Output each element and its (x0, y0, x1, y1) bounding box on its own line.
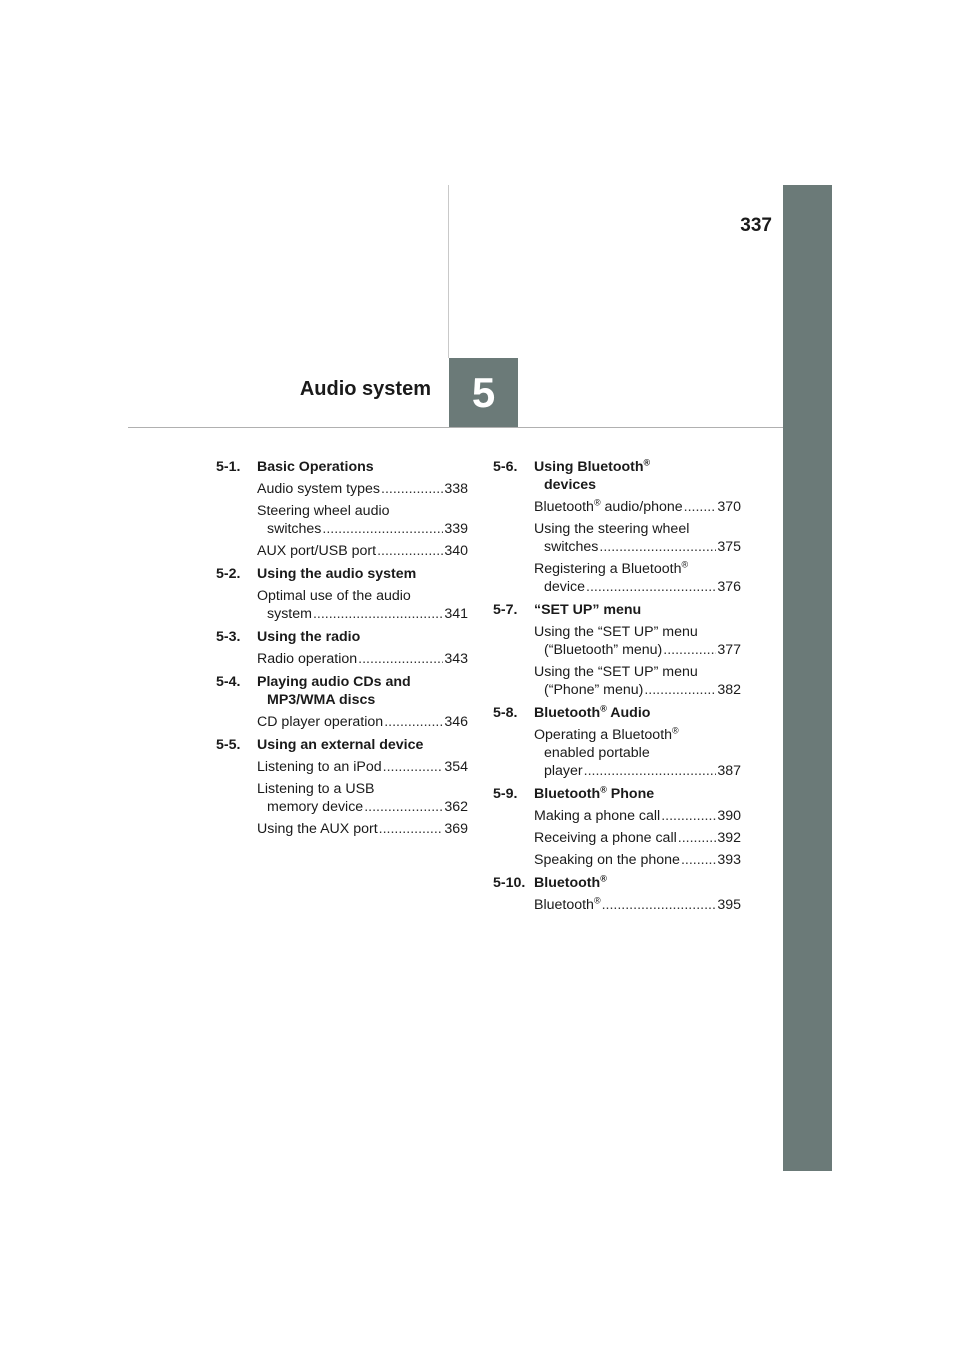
leader-dots (377, 542, 443, 560)
entry-title: Radio operation (257, 651, 358, 667)
section-number: 5-6. (493, 459, 518, 475)
page-ref: 341 (444, 606, 468, 622)
entry-title-continued: device (544, 579, 586, 595)
leader-dots (586, 578, 716, 596)
page-ref: 369 (444, 821, 468, 837)
registered-mark: ® (600, 873, 607, 884)
chapter-number-box (449, 358, 518, 427)
toc-entry[interactable] (493, 560, 741, 596)
leader-dots (384, 713, 443, 731)
toc-entry[interactable] (216, 587, 468, 623)
toc-entry[interactable] (493, 896, 741, 914)
entry-title-continued: enabled portable (544, 745, 650, 761)
section-title-rest: Phone (606, 786, 655, 802)
page-ref: 375 (717, 539, 741, 555)
entry-title: Using the AUX port (257, 821, 378, 837)
page-ref: 370 (717, 499, 741, 515)
section-title: “SET UP” menu (534, 602, 642, 618)
header-rule (128, 427, 783, 428)
entry-title: Operating a Bluetooth (534, 727, 673, 743)
leader-dots (678, 829, 717, 847)
leader-dots (602, 896, 717, 914)
section-number: 5-7. (493, 602, 518, 618)
entry-title-continued: switches (267, 521, 322, 537)
toc-entry[interactable] (493, 623, 741, 659)
leader-dots (661, 807, 716, 825)
page-ref: 376 (717, 579, 741, 595)
leader-dots (383, 758, 444, 776)
page-ref: 395 (717, 897, 741, 913)
page-ref: 346 (444, 714, 468, 730)
entry-title: Listening to a USB (257, 781, 375, 797)
leader-dots (379, 820, 444, 838)
page-ref: 362 (444, 799, 468, 815)
entry-title: Using the “SET UP” menu (534, 664, 698, 680)
section-number: 5-4. (216, 674, 241, 690)
toc-section-heading[interactable] (216, 458, 468, 476)
section-title: Bluetooth (534, 875, 601, 891)
leader-dots (684, 498, 717, 516)
chapter-title: Audio system (299, 378, 431, 400)
leader-dots (364, 798, 443, 816)
page-ref: 343 (444, 651, 468, 667)
toc-section-heading[interactable] (216, 565, 468, 583)
toc-section-heading[interactable] (493, 601, 741, 619)
toc-entry[interactable] (216, 713, 468, 731)
toc-entry[interactable] (493, 498, 741, 516)
toc-section-heading[interactable] (493, 458, 741, 494)
entry-title: AUX port/USB port (257, 543, 377, 559)
page-ref: 387 (717, 763, 741, 779)
toc-section-heading[interactable] (493, 785, 741, 803)
leader-dots (663, 641, 716, 659)
entry-title: Receiving a phone call (534, 830, 677, 846)
page-ref: 392 (717, 830, 741, 846)
toc-entry[interactable] (493, 851, 741, 869)
toc-section-heading[interactable] (493, 704, 741, 722)
entry-title: Steering wheel audio (257, 503, 390, 519)
section-title: Playing audio CDs and (257, 674, 411, 690)
entry-title: Bluetooth (534, 897, 594, 913)
section-title: Using Bluetooth (534, 459, 644, 475)
toc-right-column (493, 458, 741, 914)
toc-entry[interactable] (493, 663, 741, 699)
leader-dots (644, 681, 716, 699)
entry-title: Speaking on the phone (534, 852, 680, 868)
page-ref: 393 (717, 852, 741, 868)
section-number: 5-10. (493, 875, 526, 891)
entry-title-continued: switches (544, 539, 599, 555)
toc-entry[interactable] (216, 502, 468, 538)
toc-section-heading[interactable] (216, 736, 468, 754)
toc-section-heading[interactable] (216, 628, 468, 646)
leader-dots (599, 538, 716, 556)
registered-mark: ® (643, 457, 651, 468)
section-number: 5-9. (493, 786, 518, 802)
section-number: 5-5. (216, 737, 241, 753)
section-title: Bluetooth (534, 705, 601, 721)
entry-title: Audio system types (257, 481, 381, 497)
entry-title: Registering a Bluetooth (534, 561, 682, 577)
toc-entry[interactable] (493, 726, 741, 780)
entry-title-rest: audio/phone (600, 499, 683, 515)
toc-entry[interactable] (493, 829, 741, 847)
entry-title: CD player operation (257, 714, 384, 730)
leader-dots (322, 520, 443, 538)
toc-section-heading[interactable] (493, 874, 741, 892)
page-ref: 377 (717, 642, 741, 658)
entry-title-continued: system (267, 606, 312, 622)
leader-dots (681, 851, 716, 869)
section-title: Bluetooth (534, 786, 601, 802)
registered-mark: ® (681, 559, 689, 570)
section-title: Using an external device (257, 737, 424, 753)
registered-mark: ® (600, 703, 607, 714)
page-ref: 339 (444, 521, 468, 537)
section-title: Using the radio (257, 629, 361, 645)
section-title-rest: Audio (606, 705, 651, 721)
registered-mark: ® (672, 725, 679, 736)
toc-entry[interactable] (216, 820, 468, 838)
registered-mark: ® (593, 895, 601, 906)
section-title: Using the audio system (257, 566, 417, 582)
page-ref: 340 (444, 543, 468, 559)
leader-dots (381, 480, 443, 498)
section-number: 5-1. (216, 459, 241, 475)
section-title-continued: MP3/WMA discs (267, 692, 376, 708)
toc-entry[interactable] (216, 480, 468, 498)
section-title-continued: devices (544, 477, 597, 493)
entry-title: Using the steering wheel (534, 521, 690, 537)
leader-dots (584, 762, 717, 780)
chapter-side-tab (783, 185, 832, 1171)
page-ref: 390 (717, 808, 741, 824)
section-number: 5-3. (216, 629, 241, 645)
entry-title: Optimal use of the audio (257, 588, 411, 604)
toc-entry[interactable] (216, 650, 468, 668)
entry-title-continued: (“Bluetooth” menu) (544, 642, 663, 658)
page-ref: 382 (717, 682, 741, 698)
entry-title: Making a phone call (534, 808, 661, 824)
toc-entry[interactable] (216, 542, 468, 560)
page-number: 337 (740, 215, 772, 236)
entry-title-continued: memory device (267, 799, 364, 815)
page-ref: 354 (444, 759, 468, 775)
section-number: 5-2. (216, 566, 241, 582)
entry-title: Using the “SET UP” menu (534, 624, 698, 640)
entry-title: Bluetooth (534, 499, 594, 515)
header-divider-vertical (448, 185, 449, 358)
chapter-number: 5 (471, 368, 496, 416)
registered-mark: ® (600, 784, 607, 795)
page-ref: 338 (444, 481, 468, 497)
toc-entry[interactable] (216, 758, 468, 776)
leader-dots (358, 650, 443, 668)
section-number: 5-8. (493, 705, 518, 721)
entry-title-continued: player (544, 763, 583, 779)
toc-left-column (216, 458, 468, 838)
toc-entry[interactable] (493, 807, 741, 825)
leader-dots (313, 605, 443, 623)
toc-entry[interactable] (493, 520, 741, 556)
section-title: Basic Operations (257, 459, 374, 475)
registered-mark: ® (593, 497, 601, 508)
toc-entry[interactable] (216, 780, 468, 816)
entry-title: Listening to an iPod (257, 759, 382, 775)
entry-title-continued: (“Phone” menu) (544, 682, 644, 698)
toc-section-heading[interactable] (216, 673, 468, 709)
